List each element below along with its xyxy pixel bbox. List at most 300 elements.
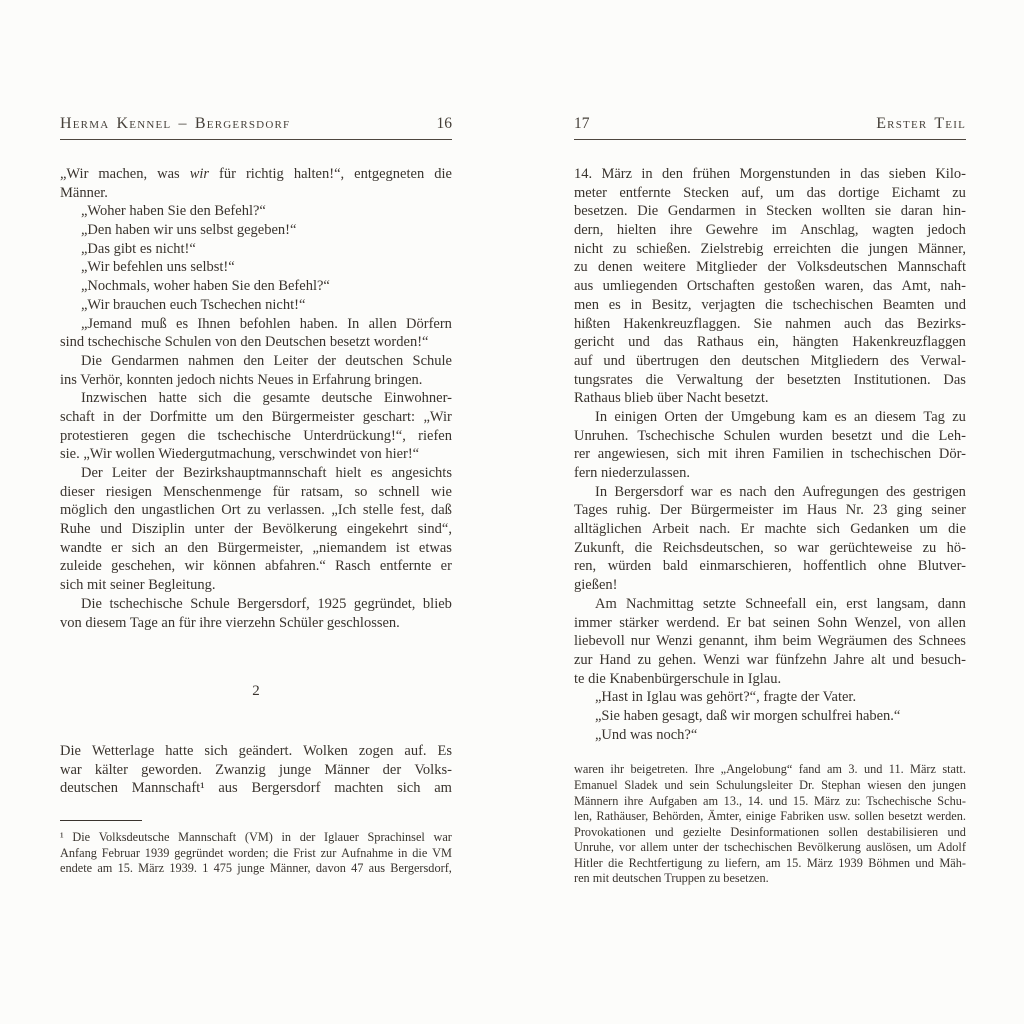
word: zu bbox=[952, 184, 966, 201]
word: ihren bbox=[734, 446, 765, 463]
word: geschlossen. bbox=[326, 614, 400, 631]
word: Nacht bbox=[686, 390, 721, 407]
word: die bbox=[645, 371, 664, 388]
word: Die bbox=[637, 203, 659, 220]
word: und bbox=[944, 296, 966, 313]
text-line bbox=[574, 240, 966, 259]
word: usw. bbox=[828, 809, 851, 824]
word: entgegneten bbox=[354, 166, 425, 182]
word: was bbox=[157, 166, 180, 182]
text-line bbox=[574, 501, 966, 520]
word: jungen bbox=[868, 240, 908, 257]
word: Der bbox=[81, 465, 103, 481]
word: und bbox=[881, 427, 903, 444]
word: es bbox=[176, 315, 189, 332]
word: „Jemand bbox=[81, 315, 132, 332]
word: Schulen bbox=[723, 427, 771, 444]
word: des bbox=[886, 483, 906, 500]
word: geschehen, bbox=[111, 558, 176, 575]
word: Der bbox=[659, 502, 682, 519]
word: es bbox=[719, 483, 732, 500]
word: gezielte bbox=[682, 824, 722, 839]
word: gericht bbox=[574, 334, 615, 351]
word: Wiedergutmachung, bbox=[158, 446, 276, 463]
word: fern bbox=[574, 465, 598, 481]
word: Iglauer bbox=[324, 829, 359, 844]
word: Unruhe, bbox=[574, 840, 614, 855]
word: machen, bbox=[98, 166, 148, 182]
word: wir bbox=[730, 707, 751, 724]
text-line bbox=[60, 576, 452, 595]
text-line bbox=[574, 389, 966, 408]
word: Einwohner- bbox=[383, 390, 452, 407]
word: Stecken bbox=[683, 184, 730, 201]
text-line bbox=[574, 427, 966, 446]
word: haben.“ bbox=[855, 707, 901, 724]
text-line bbox=[574, 670, 966, 689]
word: zu: bbox=[845, 793, 861, 808]
word: dann bbox=[937, 595, 966, 612]
word: Schneefall bbox=[745, 595, 807, 612]
word: Männer, bbox=[917, 240, 966, 257]
word: besuch- bbox=[920, 651, 966, 668]
word: men bbox=[574, 296, 599, 313]
text-line bbox=[60, 520, 452, 539]
word: und bbox=[100, 521, 123, 538]
word: mit bbox=[592, 871, 610, 886]
word: die bbox=[233, 390, 251, 407]
word: der bbox=[299, 829, 316, 844]
word: Schu- bbox=[937, 793, 966, 808]
word: Beamten bbox=[882, 296, 935, 313]
left-page-header bbox=[60, 114, 452, 140]
word: Sohn bbox=[817, 614, 848, 631]
word: angesichts bbox=[391, 465, 452, 481]
word: daran bbox=[900, 203, 933, 220]
word: ins bbox=[60, 371, 77, 388]
word: ging bbox=[896, 502, 923, 519]
text-line bbox=[60, 258, 452, 277]
word: richtig bbox=[245, 166, 284, 182]
word: wiesen bbox=[867, 777, 902, 792]
word: hielt bbox=[335, 465, 362, 481]
word: kam bbox=[802, 408, 828, 425]
word: Tschechische bbox=[637, 427, 715, 444]
word: langsam, bbox=[876, 595, 929, 612]
word: zur bbox=[320, 845, 337, 860]
word: davon bbox=[315, 861, 346, 876]
footnote-line bbox=[60, 861, 452, 877]
word: in bbox=[745, 203, 757, 220]
word: hatte bbox=[165, 742, 194, 759]
word: Verwaltung bbox=[676, 371, 743, 388]
word: 1 bbox=[202, 861, 209, 876]
word: in bbox=[631, 689, 643, 706]
word: die bbox=[187, 427, 206, 444]
left-page-body bbox=[60, 165, 452, 877]
word: Unruhen. bbox=[574, 427, 629, 444]
text-line bbox=[574, 539, 966, 558]
word: „Den bbox=[81, 222, 112, 239]
word: 23 bbox=[872, 502, 888, 519]
section-heading: 2 bbox=[252, 683, 260, 700]
word: in bbox=[103, 408, 115, 425]
word: aus bbox=[218, 780, 238, 797]
word: und bbox=[603, 352, 626, 369]
word: befohlen bbox=[239, 315, 291, 332]
word: der bbox=[155, 465, 175, 481]
word: Sie bbox=[231, 278, 251, 295]
word: hielten bbox=[616, 222, 657, 239]
text-line bbox=[574, 464, 966, 483]
word: Morgenstunden bbox=[739, 166, 831, 182]
word: die bbox=[840, 240, 859, 257]
word: der bbox=[704, 408, 724, 425]
word: auf bbox=[574, 352, 593, 369]
text-line bbox=[574, 632, 966, 651]
word: 15. bbox=[117, 861, 133, 876]
word: des bbox=[893, 633, 913, 650]
word: es bbox=[139, 240, 152, 257]
word: der bbox=[703, 840, 719, 855]
word: Dorfmitte bbox=[149, 408, 207, 425]
text-line bbox=[574, 221, 966, 240]
word: an bbox=[161, 614, 176, 631]
word: Tages bbox=[574, 502, 608, 519]
word: Befehl?“ bbox=[278, 278, 330, 295]
word: jedoch bbox=[927, 222, 966, 239]
word: daß bbox=[706, 707, 728, 724]
word: Vater. bbox=[822, 689, 857, 706]
word: besetzt bbox=[329, 334, 371, 351]
word: Böhmen bbox=[868, 855, 910, 870]
word: einmarschieren, bbox=[699, 558, 792, 575]
word: Ihre bbox=[694, 762, 715, 777]
word: am bbox=[702, 793, 719, 808]
word: Rathaus bbox=[696, 334, 744, 351]
word: für bbox=[178, 614, 196, 631]
word: fest, bbox=[399, 502, 425, 519]
word: Arbeit bbox=[651, 521, 689, 538]
word: von bbox=[908, 614, 931, 631]
text-line bbox=[574, 520, 966, 539]
word: an bbox=[164, 539, 179, 556]
text-line bbox=[574, 483, 966, 502]
word: das bbox=[806, 184, 826, 201]
word: Truppen bbox=[664, 871, 706, 886]
word: die bbox=[608, 855, 624, 870]
word: Gedanken bbox=[850, 521, 910, 538]
word: stelle bbox=[362, 502, 394, 519]
word: eingekehrt bbox=[346, 521, 409, 538]
word: „Angelobung“ bbox=[720, 762, 793, 777]
word: Nachmittag bbox=[626, 595, 694, 612]
word: entfernte bbox=[619, 184, 671, 201]
word: Schulen bbox=[164, 334, 212, 351]
word: sie. bbox=[60, 446, 80, 463]
word: waren bbox=[574, 762, 605, 777]
word: wurden bbox=[779, 427, 823, 444]
word: Nr. bbox=[845, 502, 864, 519]
word: Männern bbox=[574, 793, 619, 808]
word: Hakenkreuzflaggen bbox=[852, 334, 966, 351]
footnote-rule bbox=[60, 820, 142, 821]
word: den bbox=[253, 278, 275, 295]
word: zu bbox=[707, 855, 720, 870]
word: machten bbox=[334, 780, 384, 797]
word: Männer bbox=[324, 761, 370, 778]
text-line bbox=[60, 501, 452, 520]
word: Hand bbox=[599, 651, 631, 668]
word: Rasch bbox=[335, 558, 371, 575]
word: möglich bbox=[60, 502, 108, 519]
text-line bbox=[60, 315, 452, 334]
word: zuleide bbox=[60, 558, 102, 575]
word: geschart: bbox=[362, 408, 416, 425]
word: schaft bbox=[60, 408, 95, 425]
word: Befehl?“ bbox=[214, 203, 266, 220]
word: uns bbox=[176, 222, 197, 239]
word: in bbox=[281, 829, 292, 844]
word: zogen bbox=[358, 742, 394, 759]
word: rer bbox=[574, 446, 591, 463]
word: gestoßen bbox=[763, 278, 816, 295]
text-line bbox=[574, 445, 966, 464]
word: protestieren bbox=[60, 427, 129, 444]
word: len, bbox=[574, 809, 593, 824]
word: werdend. bbox=[666, 614, 720, 631]
word: ein, bbox=[815, 595, 838, 612]
word: entfernte bbox=[379, 558, 432, 575]
word: Haus bbox=[806, 502, 837, 519]
word: setzte bbox=[702, 595, 736, 612]
word: Die bbox=[72, 829, 91, 844]
word: gestrigen bbox=[912, 483, 966, 500]
page-number-right: 17 bbox=[574, 115, 590, 132]
text-line bbox=[60, 464, 452, 483]
word: „niemandem bbox=[312, 539, 387, 556]
word: sein bbox=[689, 777, 710, 792]
word: ist bbox=[395, 539, 410, 556]
word: in bbox=[630, 296, 642, 313]
word: die bbox=[412, 845, 428, 860]
text-line bbox=[60, 277, 452, 296]
word: jedoch bbox=[176, 371, 216, 388]
word: sich bbox=[397, 780, 421, 797]
word: er bbox=[111, 539, 123, 556]
word: besetzen. bbox=[723, 871, 769, 886]
word: machte bbox=[764, 521, 807, 538]
word: muß bbox=[141, 315, 167, 332]
word: junge bbox=[278, 761, 312, 778]
word: Besitz, bbox=[651, 296, 692, 313]
word: angewiesen, bbox=[597, 446, 670, 463]
word: zu bbox=[247, 502, 261, 519]
word: dieser bbox=[60, 483, 95, 500]
word: Zielstrebig bbox=[700, 240, 764, 257]
word: „Wir bbox=[81, 259, 110, 276]
word: hier!“ bbox=[385, 446, 420, 463]
word: VM bbox=[432, 845, 452, 860]
word: endete bbox=[60, 861, 93, 876]
word: das bbox=[872, 278, 893, 295]
word: Aufgaben bbox=[648, 793, 698, 808]
word: Bürgermeister bbox=[271, 408, 355, 425]
word: Unterdrückung!“, bbox=[303, 427, 406, 444]
word: gegründet, bbox=[353, 595, 416, 612]
word: war bbox=[746, 651, 769, 668]
word: es bbox=[370, 465, 383, 481]
word: deutschen bbox=[612, 871, 662, 886]
word: allen bbox=[368, 315, 397, 332]
text-line bbox=[60, 595, 452, 614]
vertical-gap bbox=[574, 744, 966, 762]
word: er bbox=[440, 558, 452, 575]
text-line bbox=[574, 614, 966, 633]
text-line bbox=[60, 333, 452, 352]
word: nah- bbox=[940, 278, 966, 295]
word: allen bbox=[937, 614, 966, 631]
word: sind bbox=[60, 334, 85, 351]
word: haben. bbox=[299, 315, 338, 332]
word: Anschlag, bbox=[800, 222, 859, 239]
word: weitere bbox=[643, 259, 686, 276]
word: Frist bbox=[293, 845, 316, 860]
footnote-line bbox=[574, 762, 966, 778]
word: te bbox=[574, 670, 585, 687]
word: der bbox=[800, 689, 820, 706]
word: 3. bbox=[848, 762, 858, 777]
text-line bbox=[60, 445, 452, 464]
footnote-line bbox=[574, 871, 966, 887]
word: Schule bbox=[412, 352, 452, 369]
word: Schule bbox=[190, 595, 230, 612]
text-line bbox=[574, 277, 966, 296]
word: Wegräumen bbox=[817, 633, 888, 650]
word: Bergersdorf, bbox=[237, 595, 310, 612]
word: selbst!“ bbox=[190, 259, 235, 276]
word: In bbox=[595, 408, 608, 425]
word: Hitler bbox=[574, 855, 603, 870]
word: Ruhe bbox=[60, 521, 91, 538]
word: zu bbox=[952, 408, 966, 425]
word: vierzehn bbox=[225, 614, 276, 631]
word: immer bbox=[574, 614, 612, 631]
word: Leh- bbox=[938, 427, 966, 444]
word: am bbox=[826, 762, 842, 777]
word: auch bbox=[844, 315, 872, 332]
word: Ortschaften bbox=[686, 278, 755, 295]
word: Ort bbox=[221, 502, 241, 519]
word: Behörden, bbox=[652, 809, 704, 824]
word: tschechischen bbox=[850, 446, 932, 463]
word: sollen bbox=[828, 824, 858, 839]
word: den bbox=[114, 502, 135, 519]
word: besetzt bbox=[888, 809, 923, 824]
text-line bbox=[574, 258, 966, 277]
word: werden. bbox=[926, 809, 966, 824]
word: wollen bbox=[115, 446, 155, 463]
word: ihr bbox=[610, 762, 625, 777]
word: und bbox=[915, 855, 934, 870]
word: frühen bbox=[692, 166, 731, 182]
word: gibt bbox=[113, 240, 137, 257]
word: ren, bbox=[574, 558, 597, 575]
word: 1939 bbox=[144, 845, 170, 860]
word: Adolf bbox=[937, 840, 966, 855]
word: Fabriken bbox=[780, 809, 824, 824]
word: (VM) bbox=[244, 829, 273, 844]
word: sollen bbox=[854, 809, 884, 824]
word: tschechischen bbox=[792, 296, 874, 313]
word: Männer, bbox=[269, 861, 311, 876]
word: Am bbox=[595, 595, 617, 612]
word: „Woher bbox=[81, 203, 126, 220]
word: ohne bbox=[878, 558, 907, 575]
word: März bbox=[138, 861, 165, 876]
word: blieb bbox=[624, 390, 654, 407]
word: Aufregungen bbox=[802, 483, 879, 500]
word: den bbox=[773, 483, 795, 500]
word: „Wir bbox=[423, 408, 452, 425]
word: Rechtfertigung bbox=[628, 855, 703, 870]
word: Inzwischen bbox=[81, 390, 148, 407]
text-line bbox=[60, 761, 452, 780]
word: März bbox=[813, 793, 840, 808]
word: Anfang bbox=[60, 845, 97, 860]
word: März bbox=[806, 855, 833, 870]
word: um bbox=[215, 408, 234, 425]
word: haben bbox=[623, 707, 659, 724]
right-page bbox=[574, 0, 966, 1024]
word: Erfahrung bbox=[312, 371, 371, 388]
word: aus bbox=[574, 278, 594, 295]
word: März bbox=[910, 762, 936, 777]
word: des bbox=[889, 352, 910, 369]
word: das bbox=[860, 166, 880, 182]
word: deutschen bbox=[345, 352, 404, 369]
text-line bbox=[574, 184, 966, 203]
word: und bbox=[892, 651, 914, 668]
word: den bbox=[908, 777, 926, 792]
word: Er bbox=[740, 521, 755, 538]
word: von bbox=[60, 614, 82, 631]
word: uns bbox=[166, 259, 187, 276]
word: Volks- bbox=[414, 761, 452, 778]
word: im bbox=[782, 502, 798, 519]
word: Gendarmen bbox=[667, 203, 736, 220]
word: am bbox=[765, 855, 781, 870]
word: am bbox=[434, 780, 452, 797]
word: schnell bbox=[378, 483, 420, 500]
word: der bbox=[767, 259, 787, 276]
word: nicht!“ bbox=[265, 296, 306, 313]
word: hin- bbox=[942, 203, 966, 220]
word: Sladek bbox=[624, 777, 658, 792]
word: Bürgermeister, bbox=[217, 539, 304, 556]
word: zu bbox=[922, 539, 937, 556]
word: schulfrei bbox=[801, 707, 853, 724]
word: befehlen bbox=[113, 259, 163, 276]
word: aus bbox=[368, 861, 386, 876]
word: es bbox=[834, 408, 847, 425]
word: was bbox=[630, 726, 653, 743]
word: liefern, bbox=[724, 855, 761, 870]
word: Wetterlage bbox=[91, 742, 155, 759]
word: von bbox=[359, 446, 382, 463]
word: auf. bbox=[404, 742, 427, 759]
word: „Wir bbox=[83, 446, 112, 463]
